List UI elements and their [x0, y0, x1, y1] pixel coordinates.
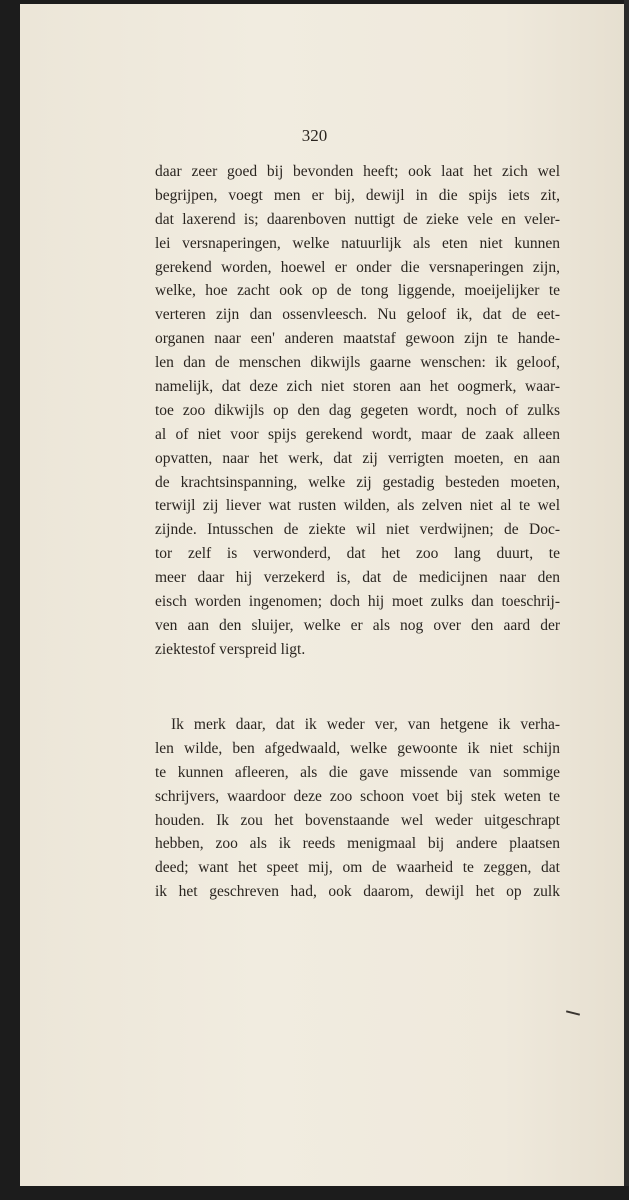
- text-line: deed; want het speet mij, om de waarheid te zeggen, dat: [155, 859, 560, 877]
- text-line: al of niet voor spijs gerekend wordt, maar de zaak alleen: [155, 425, 560, 443]
- text-line: hebben, zoo als ik reeds menigmaal bij andere plaatsen: [155, 835, 560, 853]
- text-line: len wilde, ben afgedwaald, welke gewoonte ik niet schijn: [155, 739, 560, 757]
- page-number: 320: [301, 126, 328, 145]
- text-line: schrijvers, waardoor deze zoo schoon voet bij stek weten te: [155, 787, 560, 805]
- text-line: welke, hoe zacht ook op de tong liggende, moeijelijker te: [155, 282, 560, 300]
- text-line: gerekend worden, hoewel er onder die versnaperingen zijn,: [155, 258, 560, 276]
- text-line: houden. Ik zou het bovenstaande wel weder uitgeschrapt: [155, 811, 560, 829]
- scan-border-right: [624, 0, 629, 1200]
- text-line: ven aan den sluijer, welke er als nog over den aard der: [155, 616, 560, 634]
- text-line: namelijk, dat deze zich niet storen aan het oogmerk, waar-: [155, 378, 560, 396]
- text-line: lei versnaperingen, welke natuurlijk als eten niet kunnen: [155, 234, 560, 252]
- text-line: daar zeer goed bij bevonden heeft; ook laat het zich wel: [155, 163, 560, 180]
- text-line: len dan de menschen dikwijls gaarne wenschen: ik geloof,: [155, 354, 560, 372]
- text-line: organen naar een' anderen maatstaf gewoon zijn te hande-: [155, 330, 560, 348]
- text-line: te kunnen afleeren, als die gave missende van sommige: [155, 763, 560, 781]
- text-line: opvatten, naar het werk, dat zij verrigten moeten, en aan: [155, 449, 560, 467]
- paragraph-2: [155, 713, 560, 904]
- text-line: toe zoo dikwijls op den dag gegeten wordt, noch of zulks: [155, 401, 560, 419]
- text-line: eisch worden ingenomen; doch hij moet zulks dan toeschrij-: [155, 593, 560, 611]
- text-line: ik het geschreven had, ook daarom, dewijl het op zulk: [155, 883, 560, 901]
- text-line: ziektestof verspreid ligt.: [155, 640, 306, 658]
- text-line: meer daar hij verzekerd is, dat de medicijnen naar den: [155, 569, 560, 587]
- text-line: dat laxerend is; daarenboven nuttigt de zieke vele en veler-: [155, 210, 560, 228]
- text-line: begrijpen, voegt men er bij, dewijl in die spijs iets zit,: [155, 186, 560, 204]
- scan-border-left: [0, 0, 20, 1200]
- paragraph-1: [155, 160, 560, 662]
- text-line: terwijl zij liever wat rusten wilden, als zelven niet al te wel: [155, 497, 560, 515]
- text-line: zijnde. Intusschen de ziekte wil niet verdwijnen; de Doc-: [155, 521, 560, 539]
- text-line: tor zelf is verwonderd, dat het zoo lang duurt, te: [155, 545, 560, 563]
- scan-border-bottom: [0, 1186, 629, 1200]
- text-line: Ik merk daar, dat ik weder ver, van hetgene ik verha-: [171, 716, 560, 733]
- text-line: de krachtsinspanning, welke zij gestadig besteden moeten,: [155, 473, 560, 491]
- text-line: verteren zijn dan ossenvleesch. Nu geloof ik, dat de eet-: [155, 306, 560, 324]
